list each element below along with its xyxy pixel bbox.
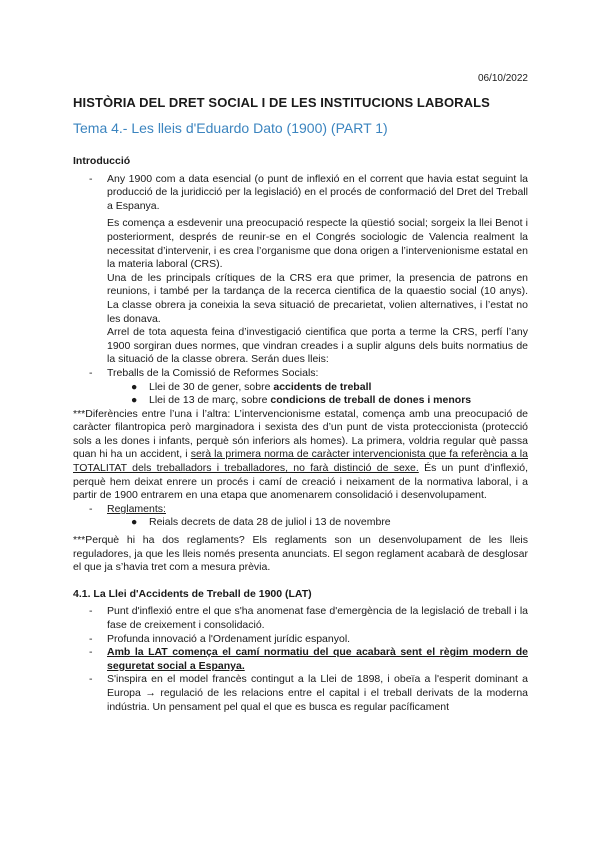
list-item [73, 633, 528, 647]
bullet-marker: ● [131, 516, 138, 529]
bullet-marker: ● [131, 394, 138, 407]
dash-marker: - [89, 673, 93, 686]
dash-marker: - [89, 502, 93, 515]
section-item-2: Profunda innovació a l'Ordenament jurídic espanyol. [107, 632, 351, 645]
sub-list-item [131, 381, 528, 395]
sub-list-item [131, 394, 528, 408]
dash-marker: - [89, 605, 93, 618]
dash-marker: - [89, 172, 93, 185]
section-item-4: S'inspira en el model francès contingut a la Llei de 1898, i obeïa a l'esperit dominant a Europa → regulació de les relacions entre el capital i el treball derivats de la moderna indústria. Un pensament pel qual el que es busca es regular pacíficament [107, 673, 528, 713]
section-item-1: Punt d'inflexió entre el que s'ha anomenat fase d'emergència de la legislació de treball i la fase de creixement i consolidació. [107, 605, 528, 631]
intro-item-3: Reglaments: [107, 502, 166, 515]
list-item [73, 673, 528, 714]
document-subtitle: Tema 4.- Les lleis d'Eduardo Dato (1900) (PART 1) [73, 120, 388, 136]
intro-heading: Introducció [73, 155, 131, 167]
sub-item-text: Llei de 13 de març, sobre condicions de treball de dones i menors [149, 394, 472, 407]
differences-paragraph: ***Diferències entre l’una i l’altra: L’intervencionisme estatal, comença amb una preocupació de caràcter filantropica però marginadora i sexista des d’un punt de vista proteccionista (protecció sols a les dones i infants, perquè són inferiors als homes). La primera, voldria regular què passa quan hi ha un accident, i serà la primera norma de caràcter intervencionista que fa referència a la TOTALITAT dels treballadors i treballadores, no farà distinció de sexe. És un punt d’inflexió, perquè hem deixat enrere un procés i camí de creació i neixament de la normativa laboral, i a partir de 1900 entrarem en una etapa que anomenarem consolidació i desenvolupament. [73, 407, 529, 502]
intro-item-1: Any 1900 com a data esencial (o punt de inflexió en el corrent que havia estat seguint la producció de la juridicció per la legislació) en el procés de conformació del Dret del Treball a Espanya. [107, 172, 528, 212]
list-item [73, 605, 528, 632]
document-title: HISTÒRIA DEL DRET SOCIAL I DE LES INSTITUCIONS LABORALS [73, 95, 490, 110]
list-item [73, 173, 528, 214]
dash-marker: - [89, 366, 93, 379]
intro-item-2: Treballs de la Comissió de Reformes Socials: [107, 366, 319, 379]
dash-marker: - [89, 632, 93, 645]
section-4-1-heading: 4.1. La Llei d'Accidents de Treball de 1900 (LAT) [73, 587, 312, 600]
list-item [73, 503, 528, 517]
intro-para-2: Una de les principals crítiques de la CRS era que primer, la presencia de patrons en reunions, i també per la tardança de la recerca cientifica de la quaestio social (10 anys). La classe obrera ja coneixia la seva situació de precarietat, volien alternatives, i l’estat no les donava. [107, 271, 528, 325]
intro-para-3: Arrel de tota aquesta feina d’investigació cientifica que porta a terme la CRS, perfí l’any 1900 sorgiran dues normes, que vindran creades i a suplir alguns dels buits normatius de la situació de la classe obrera. Serán dues lleis: [107, 326, 528, 366]
regulations-paragraph: ***Perquè hi ha dos reglaments? Els reglaments son un desenvolupament de les lleis reguladores, ja que les lleis només presenta anunciats. El segon reglament acabarà de desglosar el que ja s’havia tret com a mesura prèvia. [73, 534, 528, 574]
section-item-3: Amb la LAT comença el camí normatiu del que acabarà sent el règim modern de seguretat social a Espanya. [107, 646, 528, 672]
sub-item-text: Reials decrets de data 28 de juliol i 13 de novembre [149, 516, 391, 529]
bullet-marker: ● [131, 380, 138, 393]
sub-list-item [131, 516, 528, 530]
list-item [73, 367, 528, 381]
document-body [73, 155, 528, 714]
list-item [73, 646, 528, 673]
sub-item-text: Llei de 30 de gener, sobre accidents de treball [149, 380, 372, 393]
intro-para-1: Es comença a esdevenir una preocupació respecte la qüestió social; sorgeix la llei Benot i posteriorment, després de reunir-se en el Congrés sociologic de Valencia realment la necessitat d’intervenir, i es crea l’organisme que dona origen a l’intervenionisme estatal en la materia laboral (CRS). [107, 217, 528, 271]
dash-marker: - [89, 646, 93, 659]
document-date: 06/10/2022 [477, 73, 528, 84]
